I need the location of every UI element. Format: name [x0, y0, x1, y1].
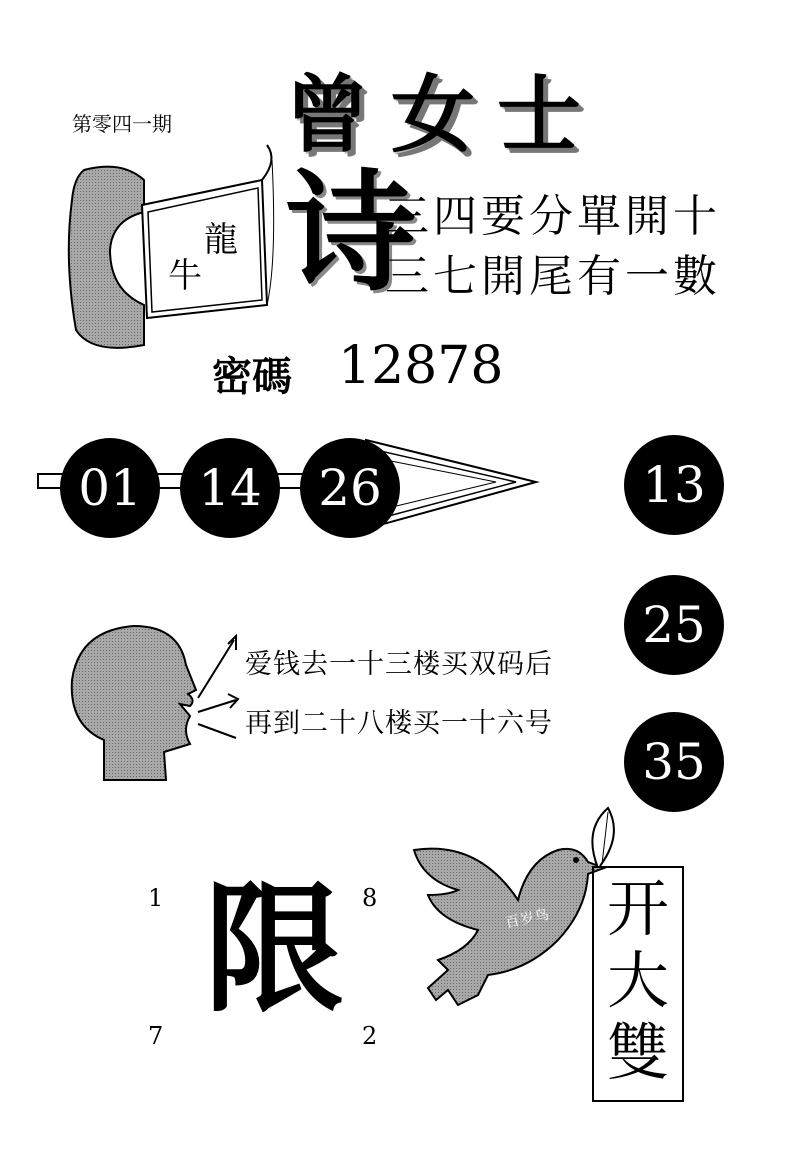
dove-label: 百岁鸟 — [504, 906, 552, 932]
vertical-text-box — [592, 866, 684, 1102]
code-label: 密碼 — [212, 353, 292, 400]
box-char-1: 开 — [606, 872, 669, 945]
number-ball: 25 — [624, 575, 724, 675]
corner-number-bottom-left: 7 — [148, 1022, 164, 1050]
corner-number-bottom-right: 2 — [362, 1022, 378, 1050]
shouting-head-icon — [64, 620, 244, 785]
card-char-ox: 牛 — [168, 256, 202, 296]
number-ball: 13 — [624, 435, 724, 535]
shout-line-1: 爱钱去一十三楼买双码后 — [245, 649, 553, 680]
number-ball: 01 — [60, 438, 160, 538]
number-ball: 26 — [300, 438, 400, 538]
box-char-2: 大 — [606, 944, 669, 1017]
number-ball: 35 — [624, 712, 724, 812]
poem-line-2: 三七開尾有一數 — [385, 251, 721, 302]
box-char-3: 雙 — [606, 1016, 669, 1089]
title-text: 曾女士 — [285, 65, 604, 164]
number-ball: 14 — [180, 438, 280, 538]
title-block — [285, 48, 645, 164]
code-value: 12878 — [338, 336, 504, 396]
issue-label: 第零四一期 — [72, 112, 172, 136]
limit-char: 限 — [204, 868, 345, 1032]
card-char-dragon: 龍 — [204, 220, 238, 260]
poem-glyph: 诗 — [286, 156, 417, 309]
corner-number-top-left: 1 — [148, 884, 164, 912]
shout-line-2: 再到二十八楼买一十六号 — [245, 708, 553, 739]
poem-line-1: 三四要分單開十 — [385, 191, 721, 242]
corner-number-top-right: 8 — [362, 884, 378, 912]
